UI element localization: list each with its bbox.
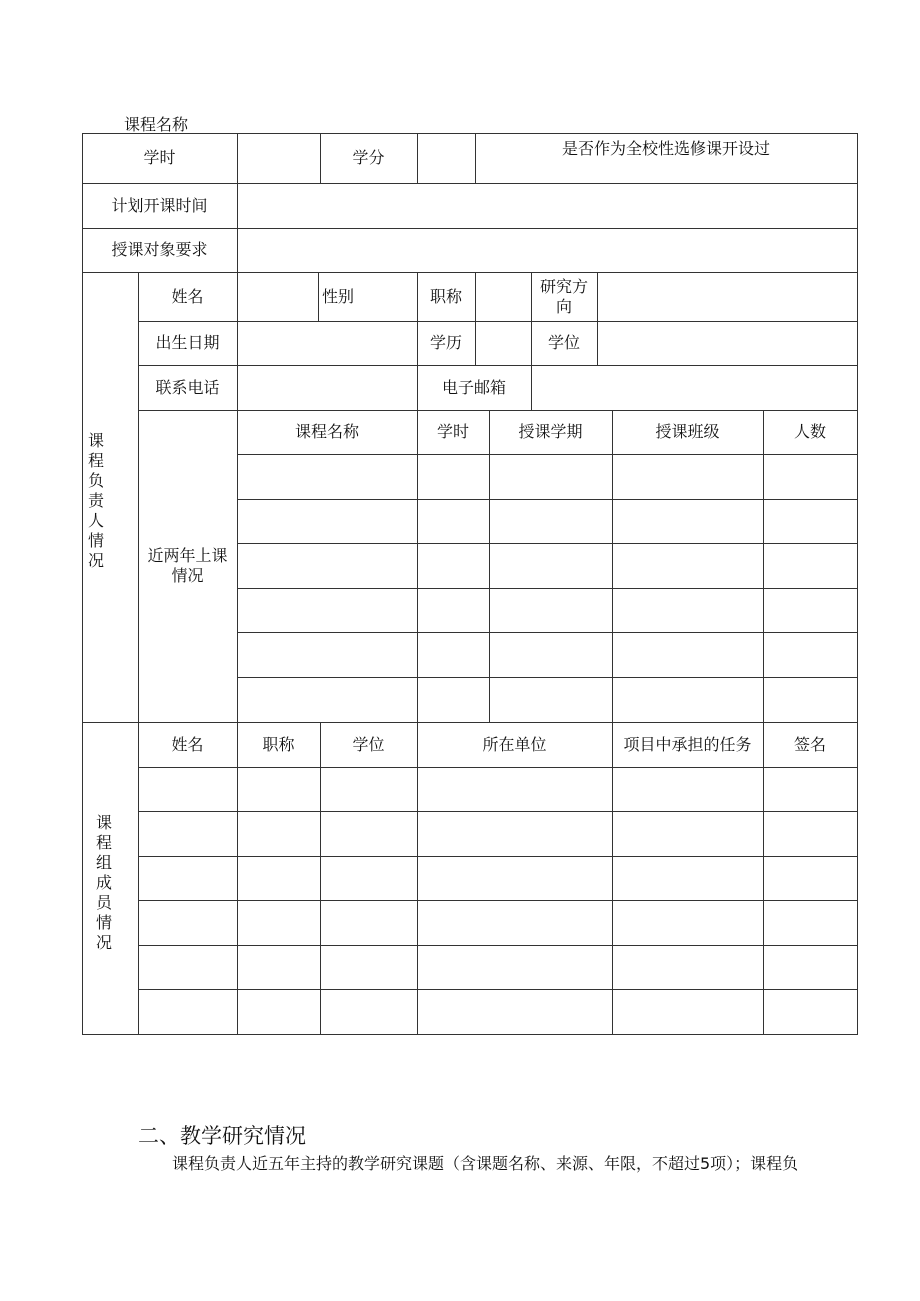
grid-line [475,272,476,365]
grid-line [417,722,418,1034]
grid-line [417,410,418,722]
members-section-label: 课程组成员情况 [95,813,112,952]
section-title: 二、教学研究情况 [138,1124,306,1148]
recent-header-class: 授课班级 [655,422,720,441]
recent-header-hours: 学时 [436,422,469,441]
credits-label: 学分 [352,148,385,167]
member-header-signature: 签名 [793,734,826,754]
grid-line [612,722,613,1034]
grid-line [237,499,858,500]
grid-line [237,677,858,678]
grid-line [237,588,858,589]
leader-degree-label: 学位 [547,333,580,352]
planned-time-label: 计划开课时间 [111,195,208,215]
grid-line [138,945,858,946]
leader-education-label: 学历 [429,333,462,352]
grid-line [612,410,613,722]
grid-line [763,410,764,722]
grid-line [237,543,858,544]
hours-label: 学时 [143,148,176,167]
grid-line [237,454,858,455]
grid-line [237,410,238,722]
grid-line [138,856,858,857]
member-header-name: 姓名 [171,734,204,754]
grid-line [237,272,238,410]
grid-line [138,989,858,990]
hours-input[interactable] [237,133,320,183]
elective-question: 是否作为全校性选修课开设过 [561,139,770,158]
grid-line [763,722,764,1034]
leader-phone-label: 联系电话 [155,377,220,397]
leader-email-label: 电子邮箱 [441,377,506,397]
member-header-task: 项目中承担的任务 [623,734,752,754]
member-header-degree: 学位 [352,734,385,754]
grid-line [597,272,598,365]
grid-line [138,321,858,322]
member-header-unit: 所在单位 [482,734,547,754]
grid-line [489,410,490,722]
grid-line [237,632,858,633]
grid-line [320,722,321,1034]
leader-section-label: 课程负责人情况 [87,431,104,570]
grid-line [857,133,858,1034]
member-header-title: 职称 [262,734,295,754]
grid-line [138,900,858,901]
credits-input[interactable] [417,133,475,183]
recent-courses-label: 近两年上课情况 [147,546,228,585]
recent-header-count: 人数 [793,422,826,441]
section-body-text: 课程负责人近五年主持的教学研究课题（含课题名称、来源、年限，不超过5项）；课程负 [172,1154,799,1173]
audience-input[interactable] [237,228,857,272]
grid-line [237,722,238,1034]
audience-label: 授课对象要求 [111,240,208,259]
planned-time-input[interactable] [237,183,857,228]
grid-line [138,811,858,812]
recent-header-term: 授课学期 [518,422,583,441]
leader-research-label: 研究方向 [539,276,588,316]
recent-header-course: 课程名称 [294,422,359,441]
grid-line [82,1034,858,1035]
leader-title-label: 职称 [429,286,462,306]
course-name-label: 课程名称 [124,115,189,134]
leader-gender-label: 性别 [321,286,354,306]
leader-birth-label: 出生日期 [155,333,220,352]
leader-name-label: 姓名 [171,286,204,306]
grid-line [138,767,858,768]
